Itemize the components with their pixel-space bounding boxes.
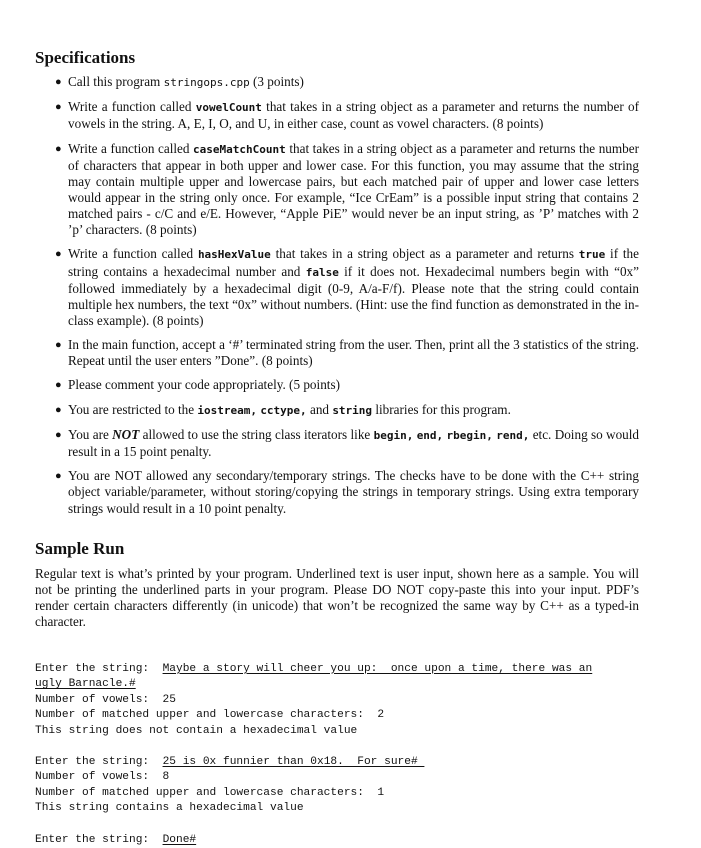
sample-run-heading: Sample Run bbox=[35, 539, 125, 558]
output-matched: Number of matched upper and lowercase characters: 2 bbox=[35, 709, 385, 722]
specifications-heading: Specifications bbox=[35, 48, 136, 67]
user-input: Maybe a story will cheer you up: once upon a time, there was an bbox=[162, 662, 593, 675]
spec-text: You are restricted to the bbox=[68, 401, 198, 417]
spec-text: and bbox=[306, 401, 333, 417]
spec-text: You are bbox=[68, 427, 113, 442]
spec-text: You are NOT allowed any secondary/temporary strings. The checks have to be done with the C++ string object variable/parameter, without storing/copying the strings in temporary strings. Using extra temporary strings would result in a 10 point penalty. bbox=[68, 468, 639, 516]
code-iterator: rbegin, bbox=[446, 429, 493, 442]
spec-text: that takes in a string object as a parameter and returns the number of characters that appear in both upper and lower case. For this function, you may assume that the string may contain multiple upper and lowercase pairs, but each matched pair of upper and lower case letters would appear in the string only once. For example, “Ice CrEam” is a possible input string that contains 2 matched pairs - c/C and e/E. However, “Apple PiE” would never be an input string, as ’P’ matches with 2 ’p’ characters. (8 points) bbox=[68, 140, 639, 238]
spec-text: In the main function, accept a ‘#’ terminated string from the user. Then, print all the 3 statistics of the string. Repeat until the user enters ”Done”. (8 points) bbox=[68, 337, 639, 369]
code-keyword: false bbox=[305, 265, 339, 279]
code-library-name: iostream, bbox=[197, 403, 258, 417]
spec-text: etc. Doing so would result in a 15 point penalty. bbox=[68, 427, 640, 460]
prompt-text: Enter the string: bbox=[35, 833, 163, 846]
spec-text: (3 points) bbox=[249, 74, 304, 89]
sample-run-3 bbox=[35, 817, 655, 848]
code-iterator: begin, bbox=[373, 429, 414, 442]
bullet-icon: ● bbox=[55, 470, 62, 483]
spec-item-program-name bbox=[35, 74, 639, 91]
spec-item-main-function bbox=[35, 337, 639, 369]
prompt-text: Enter the string: bbox=[35, 755, 163, 768]
code-keyword: true bbox=[578, 248, 606, 262]
spec-item-case-match-count bbox=[35, 141, 639, 239]
output-vowels: Number of vowels: 25 bbox=[35, 693, 176, 706]
bullet-icon: ● bbox=[55, 142, 62, 155]
spec-item-libraries bbox=[35, 402, 639, 419]
spec-text: Call this program bbox=[68, 74, 164, 89]
bullet-icon: ● bbox=[55, 76, 62, 88]
spec-item-has-hex-value bbox=[35, 246, 639, 328]
bullet-icon: ● bbox=[55, 101, 62, 114]
spec-text: that takes in a string object as a parameter and returns the number of vowels in the string. A, E, I, O, and U, in either case, count as vowel characters. (8 points) bbox=[68, 99, 639, 132]
emphasis-not: NOT bbox=[112, 427, 140, 442]
spec-text: Write a function called bbox=[68, 140, 194, 156]
spec-item-temporary-strings bbox=[35, 468, 639, 516]
spec-text: libraries for this program. bbox=[372, 401, 511, 417]
prompt-text: Enter the string: bbox=[35, 662, 163, 675]
bullet-icon: ● bbox=[55, 403, 62, 416]
spec-text: Write a function called bbox=[68, 246, 198, 262]
spec-text: allowed to use the string class iterators like bbox=[139, 427, 374, 442]
output-hex: This string contains a hexadecimal value bbox=[35, 802, 304, 815]
user-input: Done# bbox=[162, 833, 197, 846]
bullet-icon: ● bbox=[55, 379, 62, 392]
bullet-icon: ● bbox=[55, 248, 62, 261]
spec-text: Write a function called bbox=[68, 99, 196, 115]
spec-text: if it does not. Hexadecimal numbers begin with “0x” followed immediately by a hexadecimal digit (0-9, A/a-F/f). Please note that the string could contain multiple hex numbers, the text “0x” without numbers. (Hint: use the find function as demonstrated in the in-class example). (8 points) bbox=[68, 263, 639, 328]
specifications-list bbox=[35, 74, 639, 525]
code-function-name: hasHexValue bbox=[197, 248, 271, 262]
spec-text: if the string contains a hexadecimal number and bbox=[68, 246, 639, 279]
code-function-name: caseMatchCount bbox=[193, 142, 286, 156]
spec-item-iterators bbox=[35, 427, 639, 460]
sample-run-intro: Regular text is what’s printed by your program. Underlined text is user input, shown here as a sample. You will not be printing the underlined parts in your program. Please DO NOT copy-paste this into your input. PDF’s render certain characters differently (in unicode) that won’t be recognized the same way by C++ as a typed-in character. bbox=[35, 566, 639, 629]
output-hex: This string does not contain a hexadecimal value bbox=[35, 724, 358, 737]
output-vowels: Number of vowels: 8 bbox=[35, 771, 170, 784]
bullet-icon: ● bbox=[55, 429, 62, 441]
code-library-name: string bbox=[332, 403, 373, 417]
code-iterator: rend, bbox=[496, 429, 530, 442]
user-input: ugly Barnacle.# bbox=[35, 678, 136, 691]
sample-run-1 bbox=[35, 646, 655, 740]
output-matched: Number of matched upper and lowercase characters: 1 bbox=[35, 786, 385, 799]
spec-item-comments bbox=[35, 377, 639, 393]
user-input: 25 is 0x funnier than 0x18. For sure# bbox=[162, 755, 425, 768]
spec-text: Please comment your code appropriately. (5 points) bbox=[68, 377, 340, 393]
code-iterator: end, bbox=[416, 429, 444, 442]
bullet-icon: ● bbox=[55, 339, 62, 352]
code-library-name: cctype, bbox=[260, 403, 307, 417]
spec-item-vowel-count bbox=[35, 99, 639, 132]
code-function-name: vowelCount bbox=[195, 101, 262, 115]
code-filename: stringops.cpp bbox=[163, 76, 250, 89]
sample-run-2 bbox=[35, 739, 655, 817]
spec-text: that takes in a string object as a parameter and returns bbox=[270, 246, 579, 262]
